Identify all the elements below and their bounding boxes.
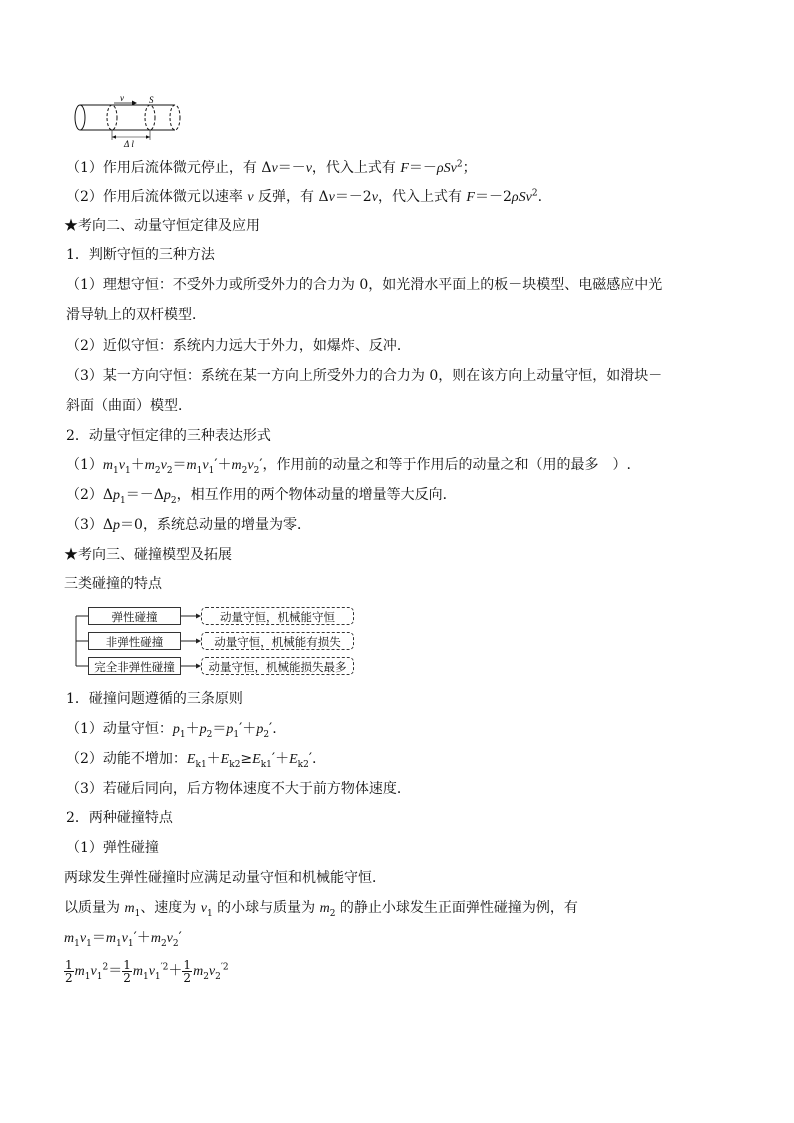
text: ，代入上式有 [377,189,467,205]
var: v [305,161,312,176]
text: ＝－ [408,160,437,176]
subheading-conservation-methods: 1．判断守恒的三种方法 [66,247,215,263]
collision-types-title: 三类碰撞的特点 [64,576,162,592]
formula-2-line: $(2)\Delta p_1=-\Delta p_2$，相互作用的两个物体动量的增量等大反向． [66,487,457,506]
formula-3-line: （3）Δp＝0，系统总动量的增量为零． [66,517,311,533]
text: 反弹，有 Δ [253,189,329,205]
section-heading-2: ★考向二、动量守恒定律及应用 [64,218,260,234]
exponent: 2 [531,188,538,199]
var: ρSv [436,161,457,176]
section-heading-3: ★考向三、碰撞模型及拓展 [64,547,232,563]
text: 的静止小球发生正面弹性碰撞为例，有 [335,900,578,916]
text: ，系统总动量的增量为零． [142,517,311,533]
pipe-left-end [75,105,85,130]
subheading-expression-forms: 2．动量守恒定律的三种表达形式 [66,428,271,444]
text: ＝－2 [334,189,372,205]
ideal-conservation-line-2: 滑导轨上的双杆模型． [66,307,206,323]
directional-conservation-line-2: 斜面（曲面）模型． [66,398,192,414]
same-direction-line: （3）若碰后同向，后方物体速度不大于前方物体速度． [66,781,411,797]
var: v [271,161,278,176]
text: （2）Δ [66,487,114,503]
text: （1） [66,457,103,473]
section-right [145,105,155,130]
text: （2）作用后流体微元以速率 [66,189,248,205]
elastic-example-line: 以质量为 $m_1$、速度为 $v_1$ 的小球与质量为 $m_2$ 的静止小球发生正面弹性碰撞为例，有 [64,900,578,919]
elastic-collision-box: 弹性碰撞 [88,607,181,625]
elastic-condition-line: 两球发生弹性碰撞时应满足动量守恒和机械能守恒． [64,870,386,886]
pipe-right-end [170,105,180,130]
text: 的小球与质量为 [212,900,320,916]
section-left [107,105,117,130]
text: （2）动能不增加： [66,751,187,767]
kinetic-energy-line: （2）动能不增加：$E_{k1}+E_{k2}\ge E_{k1}'+E_{k2}'$. [66,751,317,770]
elastic-collision-subheading: （1）弹性碰撞 [66,840,159,856]
formula-1-line: $(1)m_1v_1+m_2v_2=m_1v_1'+m_2v_2'$，作用前的动量之和等于作用后的动量之和（用的最多 ）. [66,457,631,476]
text: ； [462,160,477,176]
elastic-momentum-equation: $m_1v_1=m_1v_1'+m_2v_2'$ [64,930,182,949]
var: ρSv [511,190,532,205]
text: ，作用前的动量之和等于作用后的动量之和（用的最多 ）. [262,457,631,473]
momentum-conservation-line: （1）动量守恒：$p_1+p_2=p_1'+p_2'$. [66,721,277,740]
directional-conservation-line-1: （3）某一方向守恒：系统在某一方向上所受外力的合力为 0，则在该方向上动量守恒，如滑块－ [66,368,663,384]
text: （1）作用后流体微元停止，有 Δ [66,160,272,176]
inelastic-result-box: 动量守恒，机械能有损失 [201,632,354,650]
inelastic-collision-box: 非弹性碰撞 [88,632,181,650]
text: 以质量为 [64,900,125,916]
fraction: $\frac{1}{2}$ [65,957,73,985]
text: 、速度为 [140,900,201,916]
elastic-energy-equation: $\frac{1}{2}$ $m_1v_1^2=$ $\frac{1}{2}$ $m_1v_1^{'2}+$ $\frac{1}{2}$ $m_2v_2^{'2}$ [65,957,229,985]
var: F [400,161,409,176]
s-label: S [149,95,154,105]
ideal-conservation-line-1: （1）理想守恒：不受外力或所受外力的合力为 0，如光滑水平面上的板－块模型、电磁感应中光 [66,277,663,293]
approximate-conservation-line: （2）近似守恒：系统内力远大于外力，如爆炸、反冲． [66,338,411,354]
text: ＝－2 [474,189,512,205]
text: （3）Δ [66,517,114,533]
fraction: $\frac{1}{2}$ [123,957,131,985]
collision-principles-heading: 1．碰撞问题遵循的三条原则 [66,691,243,707]
collision-types-diagram [72,601,362,683]
elastic-result-box: 动量守恒，机械能守恒 [201,607,354,625]
text: ，相互作用的两个物体动量的增量等大反向． [176,487,457,503]
text: . [537,189,543,205]
stop-case-line [66,159,477,178]
var: v [328,190,335,205]
exponent: 2 [456,159,463,170]
text: ＝－ [277,160,306,176]
var: F [466,190,475,205]
text: ，代入上式有 [311,160,401,176]
var: v [247,190,254,205]
perfectly-inelastic-collision-box: 完全非弹性碰撞 [88,657,181,675]
v-label: v [120,93,124,103]
fluid-pipe-diagram [72,92,187,148]
dl-label: Δ l [124,139,134,148]
text: （1）动量守恒： [66,721,173,737]
two-collision-types-heading: 2．两种碰撞特点 [66,810,173,826]
fraction: $\frac{1}{2}$ [183,957,192,985]
perfectly-inelastic-result-box: 动量守恒，机械能损失最多 [201,657,354,675]
var: v [371,190,378,205]
rebound-case-line [66,188,542,207]
